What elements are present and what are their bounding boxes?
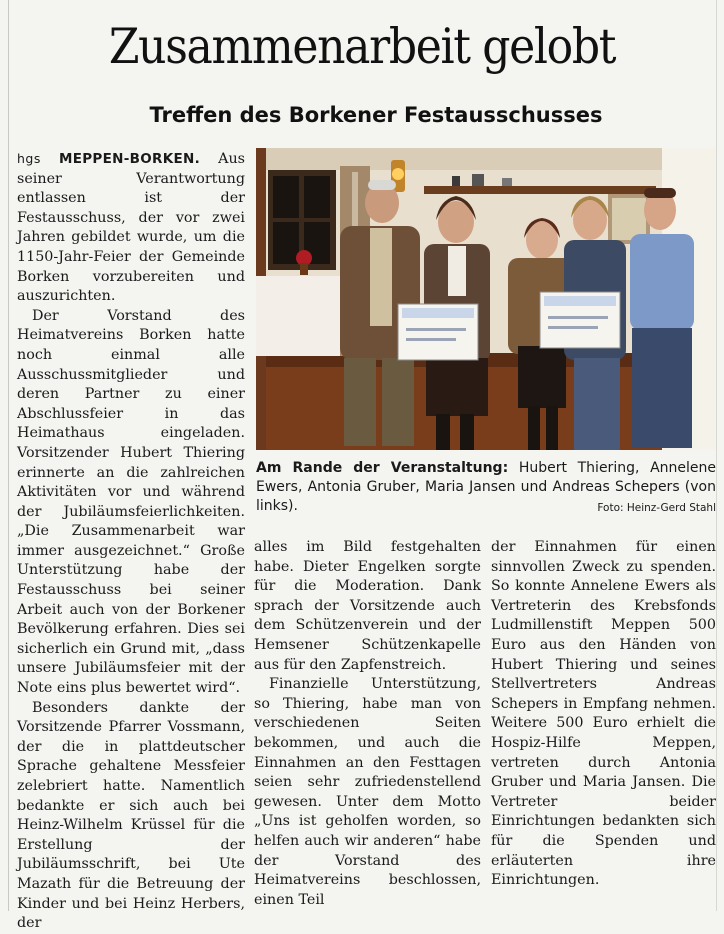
- dateline: MEPPEN-BORKEN.: [58, 151, 201, 167]
- column-rule-right: [716, 0, 717, 911]
- photo-credit: Foto: Heinz-Gerd Stahl: [597, 502, 716, 514]
- paragraph: Finanzielle Unterstützung, so Thiering, habe man von verschiedenen Seiten bekommen, und auch die Einnahmen an den Festtagen seien sehr zufriedenstellend gewesen. Unter dem Motto „Uns ist geholfen worden, so helfen auch wir anderen“ habe der Vorstand des Heimatvereins beschlossen, einen Teil: [254, 676, 481, 908]
- byline: hgs: [17, 151, 41, 166]
- lead-paragraph: [17, 149, 245, 307]
- paragraph: Der Vorstand des Heimatvereins Borken hatte noch einmal alle Ausschussmitglieder und deren Partner zu einer Abschlussfeier in das Heimathaus eingeladen. Vorsitzender Hubert Thiering erinnerte an die zahlreichen Aktivitäten vor und während der Jubiläumsfeierlichkeiten. „Die Zusammenarbeit war immer ausgezeichnet.“ Große Unterstützung habe der Festausschuss bei seiner Arbeit auch von der Borkener Bevölkerung erfahren. Dies sei sicherlich ein Grund mit, „dass unsere Jubiläumsfeier mit der Note eins plus bewertet wird“.: [17, 307, 245, 697]
- column-rule-left: [8, 0, 9, 911]
- paragraph: Besonders dankte der Vorsitzende Pfarrer Vossmann, der die in plattdeutscher Sprache gehaltene Messfeier zelebriert hatte. Namentlich bedankte er sich auch bei Heinz-Wilhelm Krüssel für die Erstellung der Jubiläumsschrift, bei Ute Mazath für die Betreuung der Kinder und bei Heinz Herbers, der: [17, 699, 245, 932]
- subheadline: Treffen des Borkener Festausschusses: [149, 103, 603, 127]
- article-column-2: [254, 538, 481, 910]
- paragraph: der Einnahmen für einen sinnvollen Zweck zu spenden. So konnte Annelene Ewers als Vertreterin des Krebsfonds Ludmillenstift Meppen 500 Euro aus den Händen von Hubert Thiering und seines Stellvertreters Andreas Schepers in Empfang nehmen. Weitere 500 Euro erhielt die Hospiz-Hilfe Meppen, vertreten durch Antonia Gruber und Maria Jansen. Die Vertreter beider Einrichtungen bedankten sich für die Spenden und erläuterten ihre Einrichtungen.: [491, 539, 716, 889]
- caption-lead: Am Rande der Veranstaltung:: [256, 460, 509, 476]
- article-column-3: [491, 538, 716, 891]
- event-photo: [256, 148, 716, 450]
- article-column-1: [17, 149, 245, 934]
- paragraph-text: Aus seiner Verantwortung entlassen ist der Festausschuss, der vor zwei Jahren gebildet wurde, um die 1150-Jahr-Feier der Gemeinde Borken vorzubereiten und auszurichten.: [17, 151, 246, 305]
- headline: Zusammenarbeit gelobt: [108, 18, 616, 75]
- paragraph: alles im Bild festgehalten habe. Dieter Engelken sorgte für die Moderation. Dank sprach der Vorsitzende auch dem Schützenverein und der Hemsener Schützenkapelle aus für den Zapfenstreich.: [254, 539, 481, 673]
- caption-text: Hubert Thiering, Annelene Ewers, Antonia Gruber, Maria Jansen und Andreas Schepers (von links).: [256, 460, 716, 514]
